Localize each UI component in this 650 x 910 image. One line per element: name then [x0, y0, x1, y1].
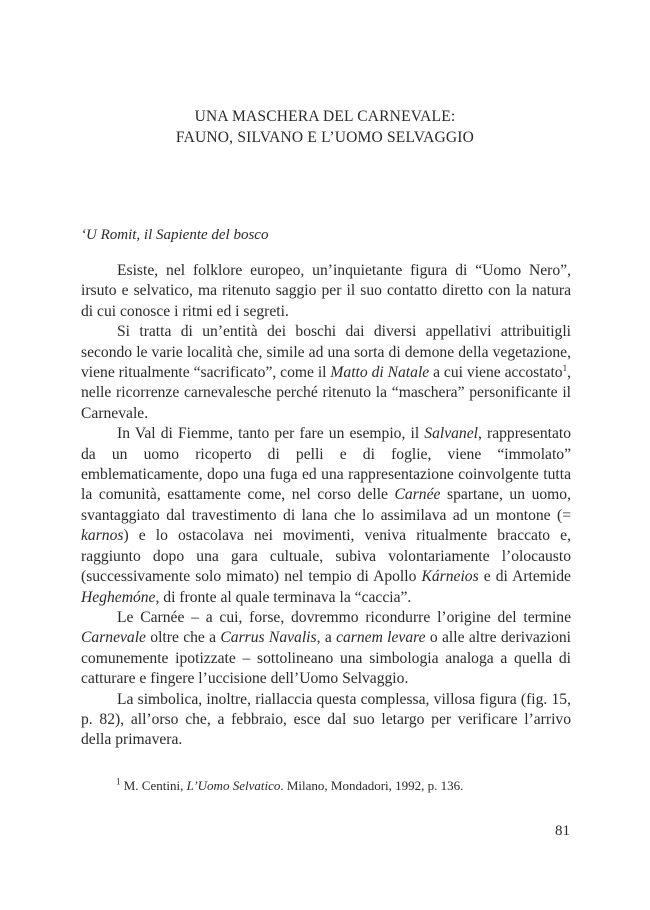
text-span: ) e lo ostacolava nei movimenti, veniva ritualmente braccato e, raggiunto dopo una gara cultuale, subiva volontariamente l’olocausto (successivamente solo mimato) nel tempio di Apollo — [81, 527, 571, 586]
text-span: e di Artemide — [478, 568, 571, 586]
text-span: , nelle ricorrenze carnevalesche perché ritenuto la “maschera” personificante il Carnevale. — [81, 364, 571, 422]
page-number: 81 — [555, 823, 570, 839]
text-span: , rappresentato da un uomo ricoperto di pelli e di foglie, viene “immolato” emblematicamente, dopo una fuga ed una rappresentazione coinvolgente tutta la comunità, esattamente come, nel corso delle — [81, 425, 571, 504]
section-heading: ‘U Romit, il Sapiente del bosco — [81, 227, 269, 243]
chapter-title — [0, 106, 650, 148]
paragraph — [81, 690, 571, 751]
chapter-title-line-1: UNA MASCHERA DEL CARNEVALE: — [194, 108, 456, 125]
footnote-number: 1 — [116, 776, 121, 787]
italic-text: Carrus Navalis — [220, 629, 317, 647]
text-span: , di fronte al quale terminava la “caccia”. — [155, 588, 412, 606]
paragraph — [81, 608, 571, 690]
text-span: In Val di Fiemme, tanto per fare un esempio, il — [117, 425, 425, 443]
text-span: Esiste, nel folklore europeo, un’inquietante figura di “Uomo Nero”, irsuto e selvatico, ma ritenuto saggio per il suo contatto diretto con la natura di cui conosce i ritmi ed i segreti. — [81, 262, 571, 320]
italic-text: Heghemóne — [81, 588, 156, 606]
text-span: spartane, un uomo, svantaggiato dal travestimento di lana che lo assimilava ad un montone (= — [81, 486, 571, 524]
paragraph — [81, 424, 571, 608]
italic-text: karnos — [81, 527, 124, 545]
italic-text: Carnevale — [81, 629, 146, 647]
text-span: o alle altre derivazioni comunemente ipotizzate – sottolineano una simbologia analoga a quella di catturare e fingere l’uccisione dell’Uomo Selvaggio. — [81, 629, 571, 688]
text-span: , a — [316, 629, 337, 647]
italic-text: Matto di Natale — [330, 364, 430, 382]
text-span: a cui viene accostato — [429, 364, 563, 382]
paragraph — [81, 261, 571, 322]
text-span: Si tratta di un’entità dei boschi dai diversi appellativi attribuitigli secondo le varie località che, simile ad una sorta di demone della vegetazione, viene ritualmente “sacrificato”, come il — [81, 323, 571, 382]
italic-text: Salvanel — [424, 425, 478, 443]
italic-text: Carnée — [394, 486, 441, 504]
text-span: oltre che a — [145, 629, 221, 647]
italic-text: Kárneios — [421, 568, 479, 586]
text-span: Le Carnée – a cui, forse, dovremmo ricondurre l’origine del termine — [117, 608, 571, 626]
footnote-reference: 1 — [562, 362, 568, 373]
text-span: La simbolica, inoltre, riallaccia questa complessa, villosa figura (fig. 15, p. 82), all’orso che, a febbraio, esce dal suo letargo per verificare l’arrivo della primavera. — [81, 690, 571, 749]
footnote-author: M. Centini, — [123, 778, 187, 793]
footnote-title: L’Uomo Selvatico — [186, 778, 281, 793]
chapter-title-line-2: FAUNO, SILVANO E L’UOMO SELVAGGIO — [175, 129, 475, 146]
paragraph — [81, 322, 571, 424]
body-text — [81, 261, 571, 751]
italic-text: carnem levare — [336, 629, 426, 647]
footnote-rest: . Milano, Mondadori, 1992, p. 136. — [280, 778, 464, 793]
footnote — [116, 778, 463, 794]
